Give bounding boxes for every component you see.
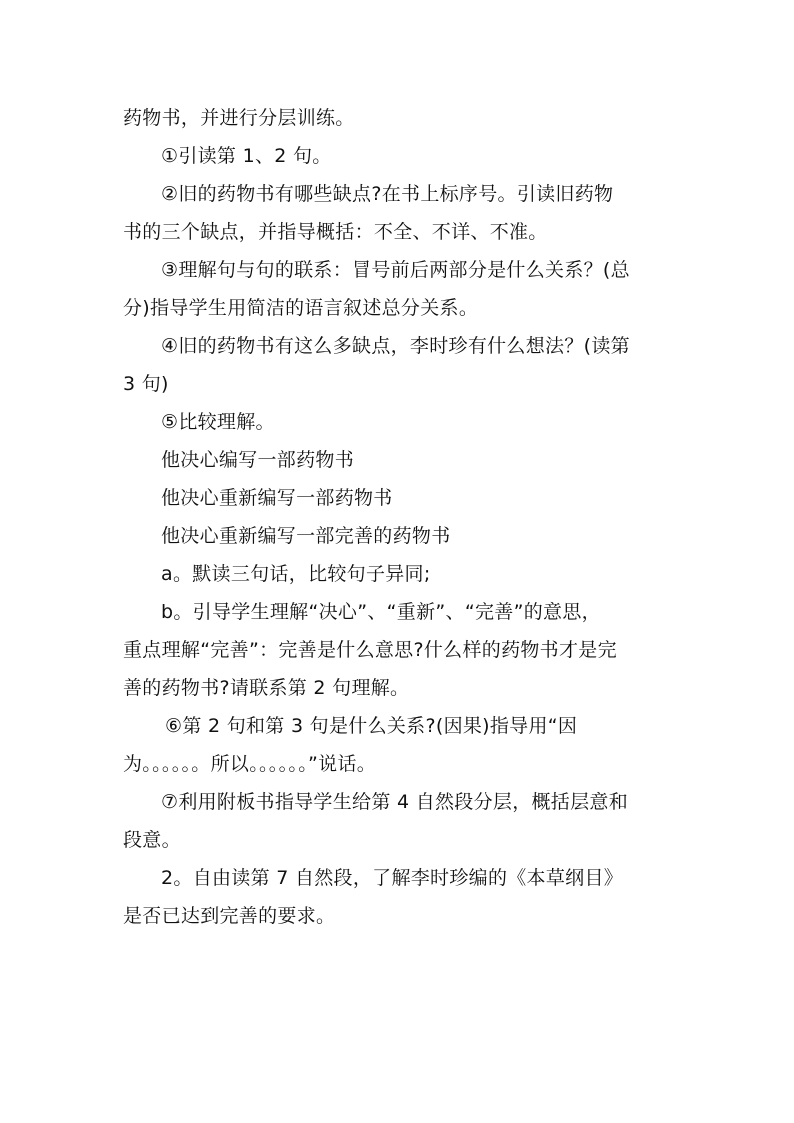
text-line: 书的三个缺点，并指导概括：不全、不详、不准。 xyxy=(123,221,548,243)
text-line: 分)指导学生用简洁的语言叙述总分关系。 xyxy=(123,297,479,319)
text-line: a。默读三句话，比较句子异同; xyxy=(161,563,431,585)
document-body xyxy=(123,99,683,935)
text-line: 重点理解“完善”：完善是什么意思?什么样的药物书才是完 xyxy=(123,639,617,661)
text-line: 他决心重新编写一部完善的药物书 xyxy=(161,525,451,547)
text-line: 他决心重新编写一部药物书 xyxy=(161,487,393,509)
text-line: 是否已达到完善的要求。 xyxy=(123,905,336,927)
text-line: 2。自由读第 7 自然段，了解李时珍编的《本草纲目》 xyxy=(161,867,624,889)
text-line: ①引读第 1、2 句。 xyxy=(161,145,332,167)
text-line: ⑥第 2 句和第 3 句是什么关系?(因果)指导用“因 xyxy=(165,715,578,737)
text-line: 药物书，并进行分层训练。 xyxy=(123,107,355,129)
text-line: ⑦利用附板书指导学生给第 4 自然段分层，概括层意和 xyxy=(161,791,629,813)
text-line: 善的药物书?请联系第 2 句理解。 xyxy=(123,677,410,699)
text-line: 3 句) xyxy=(123,373,169,395)
text-line: b。引导学生理解“决心”、“重新”、“完善”的意思， xyxy=(161,601,601,623)
text-line: ③理解句与句的联系：冒号前后两部分是什么关系？(总 xyxy=(161,259,630,281)
text-line: ④旧的药物书有这么多缺点，李时珍有什么想法？(读第 xyxy=(161,335,630,357)
text-line: ⑤比较理解。 xyxy=(161,411,275,433)
text-line: 段意。 xyxy=(123,829,181,851)
text-line: 为。。。。。。所以。。。。。。”说话。 xyxy=(123,753,377,775)
text-line: 他决心编写一部药物书 xyxy=(161,449,355,471)
text-line: ②旧的药物书有哪些缺点?在书上标序号。引读旧药物 xyxy=(161,183,614,205)
